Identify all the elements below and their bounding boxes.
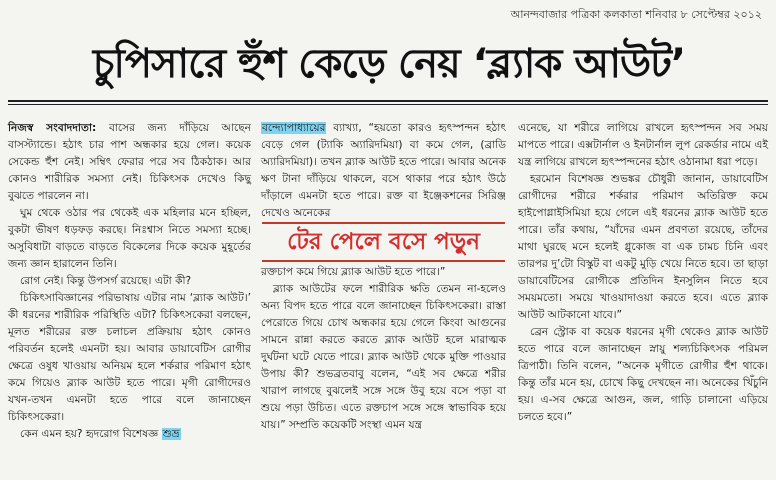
subheadline: টের পেলে বসে পড়ুন (262, 222, 505, 262)
column-2-bottom (261, 264, 506, 434)
column-1-paragraph-2: ঘুম থেকে ওঠার পর থেকেই এক মহিলার মনে হচ্ছিল, বুকটা ভীষণ ধড়ফড় করছে। নিঃশ্বাস নিতে সমস্যা হচ্ছে। অসুবিধাটা বাড়তে বাড়তে বিকেলের দিকে কয়েক মুহূর্তের জন্য জ্ঞান হারালেন তিনি। (8, 207, 251, 270)
column-1-paragraph-3: রোগ নেই। কিন্তু উপসর্গ রয়েছে। এটা কী? (20, 275, 192, 287)
column-3-paragraph-1: এনেছে, যা শরীরে লাগিয়ে রাখলে হৃৎস্পন্দন সব সময় মাপতে পারে। এক্সটার্নাল ও ইনটার্নাল লুপ রেকর্ডার নামে এই যন্ত্র লাগিয়ে রাখলে হৃৎস্পন্দনের হঠাৎ ওঠানামা ধরা পড়ে। (518, 122, 768, 168)
column-3 (518, 120, 768, 426)
masthead: আনন্দবাজার পত্রিকা কলকাতা শনিবার ৮ সেপ্টেম্বর ২০১২ (510, 8, 762, 21)
column-3-paragraph-3: ব্রেন স্ট্রোক বা কয়েক ধরনের মৃগী থেকেও ব্ল্যাক আউট হতে পারে বলে জানাচ্ছেন স্নায়ু শল্যচিকিৎসক পরিমল ত্রিপাঠী। তিনি বলেন, “অনেক মৃগীতে রোগীর হুঁশ থাকে। কিন্তু তাঁর মনে হয়, চোখে কিছু দেখছেন না। অনেকের খিঁচুনি হয়। এ-সব ক্ষেত্রে আগুন, জল, গাড়ি চালানো এড়িয়ে চলতে হবে।” (518, 326, 768, 423)
top-rule-thin (8, 104, 768, 105)
top-rule (8, 100, 768, 102)
byline: নিজস্ব সংবাদদাতা: (8, 122, 97, 134)
column-2-paragraph-1: বন্দ্যোপাধ্যায়ের ব্যাখ্যা, “হয়তো কারও হৃৎস্পন্দন হঠাৎ বেড়ে গেল (ট্যাকি অ্যারিদমিয়া) বা কমে গেল, (ব্রাডি অ্যারিদমিয়া)। তখন ব্ল্যাক আউট হতে পারে। আবার অনেক ক্ষণ টানা দাঁড়িয়ে থাকলে, বসে থাকার পরে হঠাৎ উঠে দাঁড়ালে এমনটা হতে পারে। রক্ত বা ইঞ্জেকশনের সিরিঞ্জ দেখেও অনেকের (261, 122, 506, 219)
highlighted-surname: বন্দ্যোপাধ্যায়ের (262, 122, 326, 134)
highlighted-name: শুভ্র (162, 428, 180, 440)
column-1-paragraph-4: চিকিৎসাবিজ্ঞানের পরিভাষায় এটার নাম ‘ব্ল্যাক আউট।’ কী ধরনের শারীরিক পরিস্থিতি এটা? চিকিৎসকেরা বলছেন, মূলত শরীরের রক্ত চলাচল প্রক্রিয়ায় হঠাৎ কোনও পরিবর্তন হলেই এমনটা হয়। আবার ডায়াবেটিস রোগীর ক্ষেত্রে ওষুধ খাওয়ায় অনিয়ম হলে শর্করার পরিমাণ হঠাৎ কমে গিয়েও ব্ল্যাক আউট হতে পারে। মৃগী রোগীদেরও যখন-তখন এমনটা হতে পারে বলে জানাচ্ছেন চিকিৎসকেরা। (8, 292, 251, 423)
column-1-paragraph-1: নিজস্ব সংবাদদাতা: বাসের জন্য দাঁড়িয়ে আছেন বাসস্ট্যান্ডে। হঠাৎ চার পাশ অন্ধকার হয়ে গেল। কয়েক সেকেন্ড হুঁশ নেই। সম্বিৎ ফেরার পরে সব ঠিকঠাক। আর কোনও শারীরিক সমস্যা নেই। চিকিৎসক দেখেও কিছু বুঝতে পারলেন না। (8, 122, 251, 202)
column-1 (8, 120, 251, 443)
column-2-top (261, 120, 506, 222)
column-1-paragraph-5: কেন এমন হয়? হৃদরোগ বিশেষজ্ঞ শুভ্র (20, 428, 180, 440)
column-2-paragraph-3: ব্ল্যাক আউটের ফলে শারীরিক ক্ষতি তেমন না-হলেও অন্য বিপদ হতে পারে বলে জানাচ্ছেন চিকিৎসকেরা। রাস্তা পেরোতে গিয়ে চোখ অন্ধকার হয়ে গেলে কিংবা আগুনের সামনে রান্না করতে করতে ব্ল্যাক আউট হলে মারাত্মক দুর্ঘটনা ঘটে যেতে পারে। ব্ল্যাক আউট থেকে মুক্তি পাওয়ার উপায় কী? শুভব্রতবাবু বলেন, “এই সব ক্ষেত্রে শরীর খারাপ লাগছে বুঝলেই সঙ্গে সঙ্গে উবু হয়ে বসে পড়া বা শুয়ে পড়া উচিত। এতে রক্তচাপ সঙ্গে সঙ্গে স্বাভাবিক হয়ে যায়।” সম্প্রতি কয়েকটি সংস্থা এমন যন্ত্র (261, 283, 506, 431)
column-2-paragraph-2: রক্তচাপ কমে গিয়ে ব্ল্যাক আউট হতে পারে।” (261, 266, 446, 278)
column-3-paragraph-2: হরমোন বিশেষজ্ঞ শুভঙ্কর চৌধুরী জানান, ডায়াবেটিস রোগীদের শরীরে শর্করার পরিমাণ অতিরিক্ত কমে হাইপোগ্লাইসিমিয়া হয়ে গেলে এই ধরনের ব্ল্যাক আউট হতে পারে। তাঁর কথায়, “যাঁদের এমন প্রবণতা রয়েছে, তাঁদের মাথা ঘুরছে মনে হলেই গ্লুকোজ বা এক চামচ চিনি এবং তারপর দু’টো বিস্কুট বা একটু মুড়ি খেয়ে নিতে হবে। তা ছাড়া ডায়াবেটিসের রোগীকে প্রতিদিন ইনসুলিন নিতে হবে সময়মতো। সময়ে খাওয়াদাওয়া করতে হবে। এতে ব্ল্যাক আউট আটকানো যাবে।” (518, 173, 768, 321)
headline: চুপিসারে হুঁশ কেড়ে নেয় ‘ব্ল্যাক আউট’ (92, 41, 686, 87)
